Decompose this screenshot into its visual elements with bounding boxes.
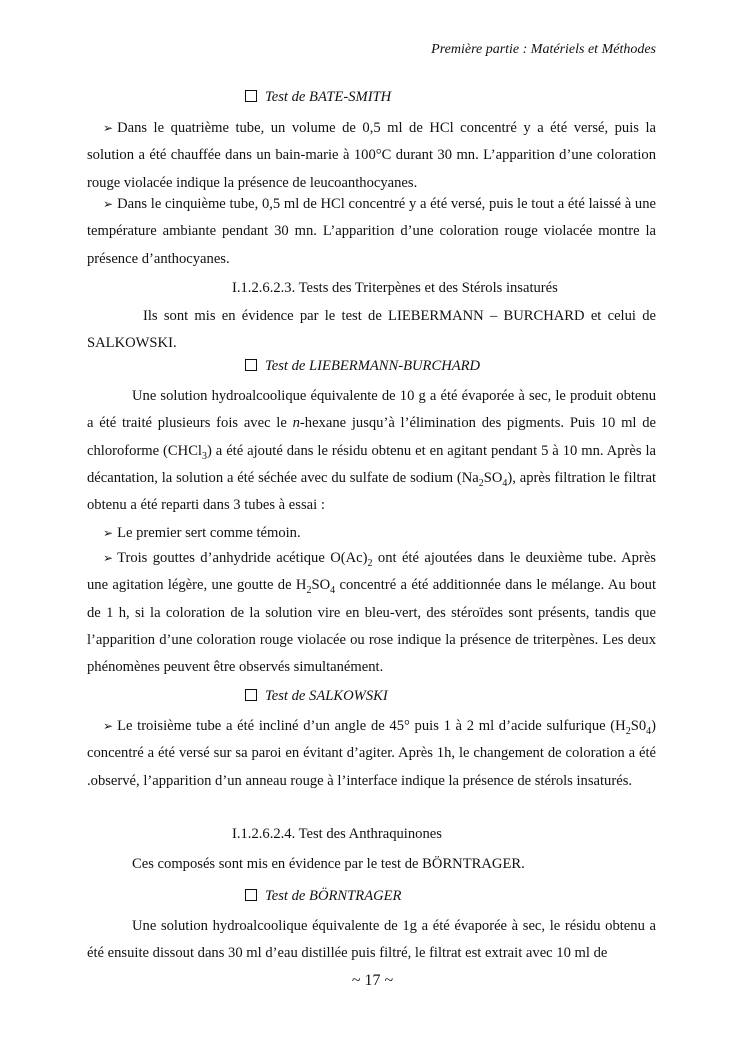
checkbox-bullet-icon [245,689,257,701]
subsection-title: Test de SALKOWSKI [265,688,388,704]
subsection-title: Test de BATE-SMITH [265,89,392,105]
checkbox-bullet-icon [245,359,257,371]
checkbox-bullet-icon [245,90,257,102]
paragraph-fifth-tube: ➢ Dans le cinquième tube, 0,5 ml de HCl concentré y a été versé, puis le tout a été laissé à une température ambiante pendant 30 mn. L’apparition d’une coloration rouge violacée montre la présence d’anthocyanes. [87,196,656,267]
paragraph-anthraquinones-intro: Ces composés sont mis en évidence par le test de BÖRNTRAGER. [132,856,525,872]
paragraph-fourth-tube: ➢ Dans le quatrième tube, un volume de 0,5 ml de HCl concentré y a été versé, puis la solution a été chauffée dans un bain-marie à 100°C durant 30 mn. L’apparition d’une coloration rouge violacée indique la présence de leucoanthocyanes. [87,120,656,191]
bullet-third-tube: ➢ Le troisième tube a été incliné d’un angle de 45° puis 1 à 2 ml d’acide sulfurique $(H_2S0_4)$ concentré a été versé sur sa paroi en évitant d’agiter. Après 1h, le changement de coloration a été .observé, l’apparition d’un anneau rouge à l’interface indique la présence de stérols insaturés. [87,718,656,789]
page-number: ~ 17 ~ [351,972,394,989]
arrow-bullet-icon: ➢ [103,526,114,540]
paragraph-liebermann-procedure: Une solution hydroalcoolique équivalente de 10 g a été évaporée à sec, le produit obtenu a été traité plusieurs fois avec le n-hexane jusqu’à l’élimination des pigments. Puis 10 ml de chloroforme (CHCl$_3$) a été ajouté dans le résidu obtenu et en agitant pendant 5 à 10 mn. Après la décantation, la solution a été séchée avec du sulfate de sodium $(Na_2SO_4)$, après filtration le filtrat obtenu a été reparti dans 3 tubes à essai : [87,388,657,514]
arrow-bullet-icon: ➢ [103,121,114,135]
subsection-salkowski [245,688,388,705]
bullet-first-tube: ➢ Le premier sert comme témoin. [103,525,301,541]
checkbox-bullet-icon [245,889,257,901]
running-header: Première partie : Matériels et Méthodes [431,42,656,57]
arrow-bullet-icon: ➢ [103,197,114,211]
section-title-anthraquinones: I.1.2.6.2.4. Test des Anthraquinones [232,826,442,842]
paragraph-intro-tests: Ils sont mis en évidence par le test de LIEBERMANN – BURCHARD et celui de SALKOWSKI. [87,308,656,352]
subsection-liebermann [245,358,480,375]
subsection-borntrager [245,888,401,905]
section-title-triterpenes: I.1.2.6.2.3. Tests des Triterpènes et des Stérols insaturés [232,280,558,296]
arrow-bullet-icon: ➢ [103,719,114,733]
subsection-title: Test de LIEBERMANN-BURCHARD [265,358,481,374]
arrow-bullet-icon: ➢ [103,551,114,565]
subsection-bate-smith [245,89,391,106]
bullet-second-tube: ➢ Trois gouttes d’anhydride acétique $O(Ac)_2$ ont été ajoutées dans le deuxième tube. Après une agitation légère, une goutte de $H_2SO_4$ concentré a été additionnée dans le mélange. Au bout de 1 h, si la coloration de la solution vire en bleu-vert, des stéroïdes sont présents, tandis que l’apparition d’une coloration rouge violacée ou rose indique la présence de triterpènes. Les deux phénomènes peuvent être observés simultanément. [87,550,656,676]
paragraph-borntrager-procedure: Une solution hydroalcoolique équivalente de 1g a été évaporée à sec, le résidu obtenu a été ensuite dissout dans 30 ml d’eau distillée puis filtré, le filtrat est extrait avec 10 ml de [87,918,656,962]
subsection-title: Test de BÖRNTRAGER [265,888,402,904]
